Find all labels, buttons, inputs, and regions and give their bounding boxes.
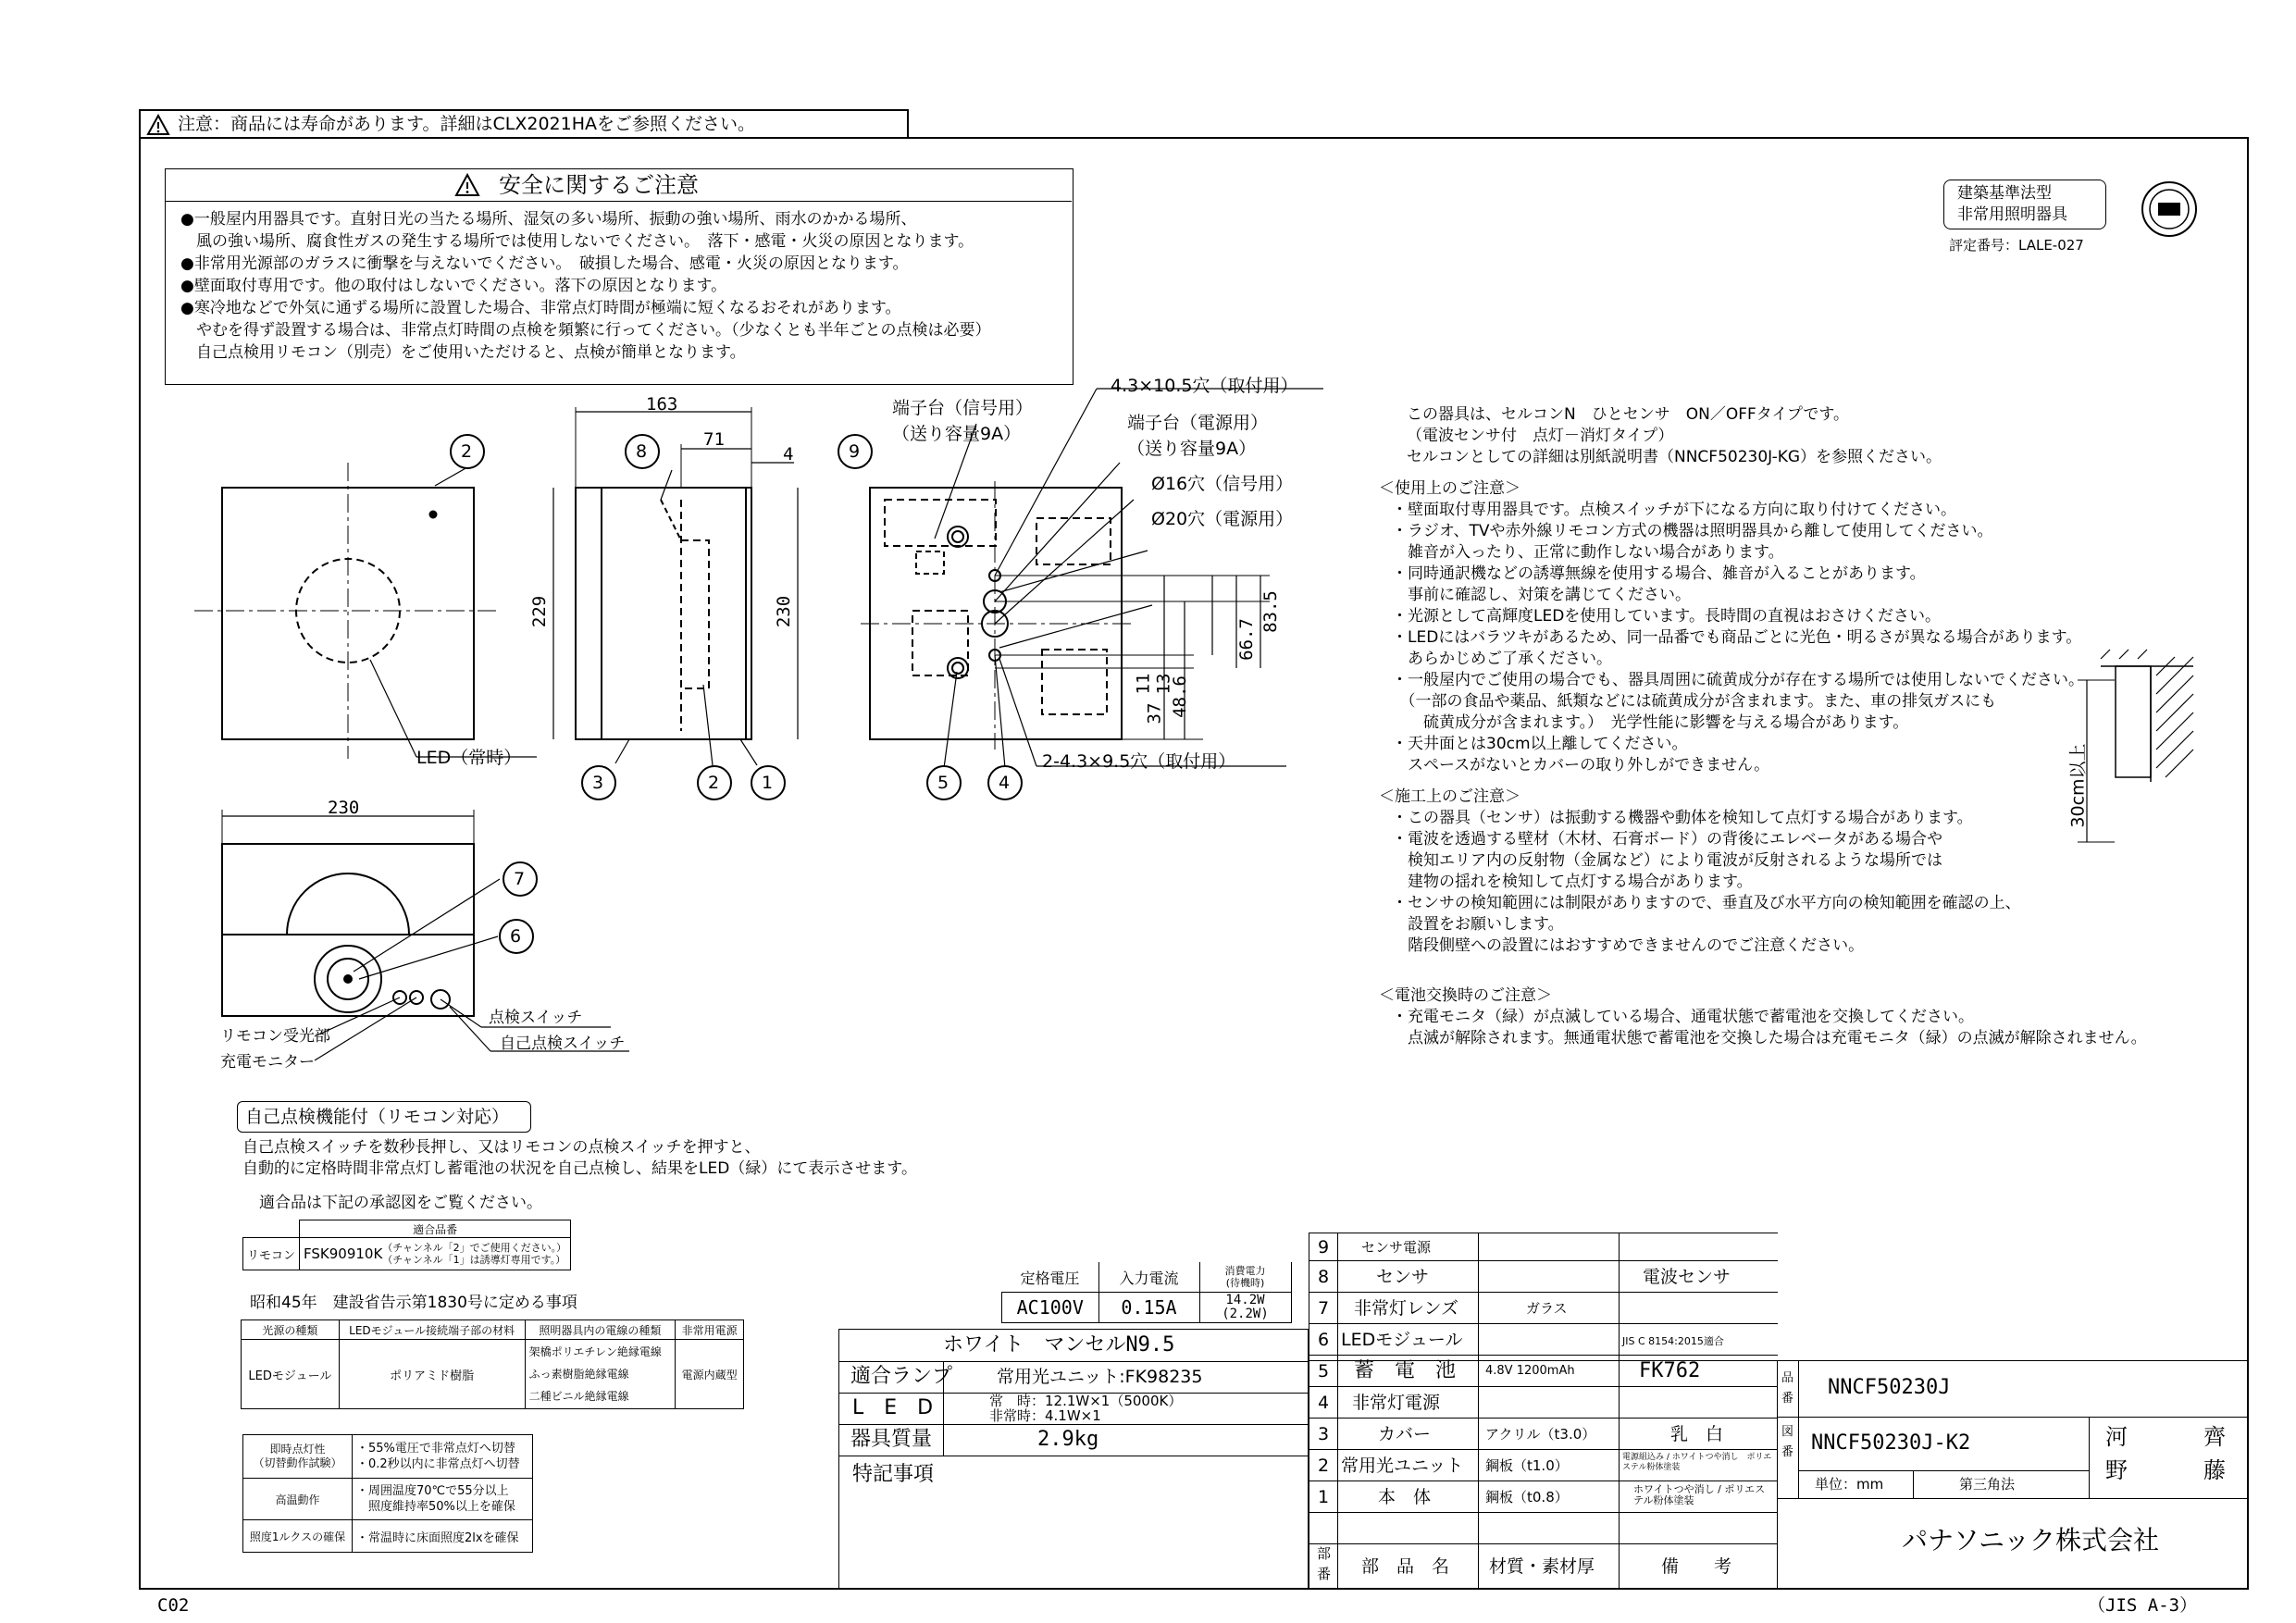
part-material: 鋼板（t0.8） — [1485, 1489, 1569, 1505]
part-no: 3 — [1318, 1424, 1330, 1444]
footer-code: C02 — [157, 1595, 190, 1616]
usage-line: スペースがないとカバーの取り外しができません。 — [1392, 756, 1770, 774]
reg-terminal: ポリアミド樹脂 — [339, 1340, 525, 1409]
part-name: センサ電源 — [1361, 1239, 1432, 1256]
dim-229: 229 — [529, 595, 551, 628]
remote-note: （チャンネル「2」でご使用ください。） — [382, 1242, 567, 1254]
safety-line: やむを得ず設置する場合は、非常点灯時間の点検を頻繁に行ってください。（少なくとも半年ごとの点検は必要） — [180, 321, 991, 340]
safety-title: 安全に関するご注意 — [499, 172, 699, 198]
spec-mass-value: 2.9kg — [1037, 1428, 1099, 1451]
remote-header: 適合品番 — [300, 1220, 571, 1238]
part-name: 常用光ユニット — [1341, 1456, 1464, 1476]
part-name: 非常灯電源 — [1352, 1393, 1441, 1413]
dim-4: 4 — [783, 444, 794, 465]
title-block — [1777, 1360, 2249, 1590]
callout-label: 6 — [510, 926, 522, 947]
battery-title: ＜電池交換時のご注意＞ — [1379, 986, 1552, 1005]
callout-label: 7 — [514, 869, 526, 889]
regulation-title: 昭和45年 建設省告示第1830号に定める事項 — [250, 1294, 577, 1312]
unit: 単位：mm — [1815, 1476, 1884, 1493]
part-no: 8 — [1318, 1267, 1330, 1287]
parts-header-note: 備 考 — [1661, 1556, 1732, 1577]
dim-11: 11 — [1133, 673, 1154, 695]
part-no: 4 — [1318, 1393, 1330, 1413]
label-hole-16: Ø16穴（信号用） — [1151, 474, 1294, 494]
label-check-switch: 点検スイッチ — [489, 1009, 583, 1027]
cert-line1: 建築基準法型 — [1957, 184, 2052, 203]
cert-line2: 非常用照明器具 — [1957, 205, 2067, 224]
spec-table — [838, 1329, 1309, 1590]
install-line: ・センサの検知範囲には制限がありますので、垂直及び水平方向の検知範囲を確認の上、 — [1392, 894, 2021, 912]
callout-label: 5 — [937, 773, 949, 793]
part-note: JIS C 8154:2015適合 — [1622, 1335, 1724, 1347]
part-material: ガラス — [1526, 1300, 1568, 1317]
part-name: 非常灯レンズ — [1354, 1298, 1458, 1319]
part-material: 4.8V 1200mAh — [1485, 1364, 1575, 1378]
self-check-line: 自己点検スイッチを数秒長押し、又はリモコンの点検スイッチを押すと、 — [242, 1138, 761, 1157]
reg-power: 電源内蔵型 — [676, 1340, 744, 1409]
spec-lamp-value: 常用光ユニット:FK98235 — [997, 1367, 1203, 1387]
reg-wire: 二種ビニル絶縁電線 — [528, 1390, 629, 1403]
safety-line: ●寒冷地などで外気に通ずる場所に設置した場合、非常点灯時間が極端に短くなるおそれがあります。 — [180, 299, 901, 317]
rating-h-voltage: 定格電圧 — [1002, 1262, 1099, 1293]
dim-83-5: 83.5 — [1260, 590, 1281, 633]
safety-line: 風の強い場所、腐食性ガスの発生する場所では使用しないでください。 落下・感電・火災の原因となります。 — [180, 232, 974, 251]
cert-number: 評定番号：LALE-027 — [1949, 237, 2084, 254]
spec-mass-label: 器具質量 — [850, 1428, 933, 1451]
hinban-label: 品番 — [1781, 1371, 1794, 1406]
part-note: FK762 — [1639, 1359, 1701, 1382]
perf-value: 照度維持率50%以上を確保 — [355, 1500, 515, 1514]
perf-value: ・周囲温度70℃で55分以上 — [355, 1484, 509, 1498]
safety-line: 自己点検用リモコン（別売）をご使用いただけると、点検が簡単となります。 — [180, 343, 746, 362]
part-material: アクリル（t3.0） — [1485, 1426, 1596, 1443]
intro-line: この器具は、セルコンN ひとセンサ ON／OFFタイプです。 — [1407, 405, 1850, 424]
spec-led-value: 非常時：4.1W×1 — [989, 1407, 1101, 1424]
remote-note: （チャンネル「1」は誘導灯専用です。） — [382, 1254, 566, 1266]
label-charge-monitor: 充電モニター — [220, 1053, 315, 1072]
label-hole-20: Ø20穴（電源用） — [1151, 509, 1294, 529]
spec-notes-label: 特記事項 — [852, 1463, 935, 1486]
perf-key: （切替動作試験） — [253, 1456, 342, 1469]
dim-13: 13 — [1153, 673, 1174, 695]
spec-lamp-label: 適合ランプ — [850, 1365, 953, 1388]
label-terminal-signal-cap: （送り容量9A） — [892, 424, 1022, 444]
reg-header: 光源の種類 — [242, 1320, 340, 1340]
label-install-30cm: 30cm以上 — [2067, 743, 2089, 828]
install-line: 設置をお願いします。 — [1392, 915, 1564, 934]
label-hole-bottom: 2-4.3×9.5穴（取付用） — [1042, 751, 1236, 772]
parts-header-name: 部 品 名 — [1361, 1556, 1450, 1577]
part-name: 蓄 電 池 — [1354, 1359, 1457, 1382]
part-no: 2 — [1318, 1456, 1330, 1476]
ratings-table — [1001, 1262, 1292, 1323]
usage-line: ・光源として高輝度LEDを使用しています。長時間の直視はおさけください。 — [1392, 607, 1941, 626]
sign-4: 藤 — [2203, 1457, 2226, 1483]
callout-label: 4 — [999, 773, 1011, 793]
self-check-title: 自己点検機能付（リモコン対応） — [245, 1107, 510, 1127]
perf-key: 照度1ルクスの確保 — [243, 1520, 353, 1553]
perf-value: ・55%電圧で非常点灯へ切替 — [355, 1442, 515, 1456]
reg-wire: ふっ素樹脂絶縁電線 — [528, 1368, 629, 1381]
rating-voltage: AC100V — [1002, 1293, 1099, 1323]
spec-led-label: L E D — [852, 1396, 934, 1419]
remote-label: リモコン — [243, 1238, 300, 1270]
rating-h-current: 入力電流 — [1098, 1262, 1199, 1293]
sign-1: 河 — [2105, 1424, 2128, 1450]
dim-66-7: 66.7 — [1235, 618, 1257, 661]
parts-header-material: 材質・素材厚 — [1489, 1556, 1595, 1577]
install-line: 建物の揺れを検知して点灯する場合があります。 — [1392, 873, 1753, 891]
label-terminal-power: 端子台（電源用） — [1127, 413, 1269, 433]
part-no: 6 — [1318, 1330, 1330, 1350]
parts-header-no: 部 — [1317, 1545, 1332, 1562]
projection: 第三角法 — [1959, 1476, 2016, 1493]
company: パナソニック株式会社 — [1902, 1525, 2160, 1555]
remote-model: FSK90910K — [300, 1238, 383, 1270]
dim-230-v: 230 — [774, 595, 795, 628]
rating-h-power: (待機時) — [1225, 1277, 1265, 1289]
self-check-title-box — [237, 1101, 531, 1133]
safety-line: ●一般屋内用器具です。直射日光の当たる場所、湿気の多い場所、振動の強い場所、雨水のかかる場所、 — [180, 210, 917, 229]
regulation-table — [241, 1319, 744, 1409]
usage-line: （一部の食品や薬品、紙類などには硫黄成分が含まれます。また、車の排気ガスにも — [1392, 692, 1997, 711]
header-notice-text: 注意：商品には寿命があります。詳細はCLX2021HAをご参照ください。 — [178, 114, 755, 134]
usage-line: 事前に確認し、対策を講じてください。 — [1392, 586, 1691, 604]
remote-table — [242, 1220, 571, 1270]
rating-power: (2.2W) — [1222, 1307, 1269, 1321]
zuban: NNCF50230J-K2 — [1811, 1431, 1971, 1455]
install-line: ・電波を透過する壁材（木材、石膏ボード）の背後にエレベータがある場合や — [1392, 830, 1942, 849]
reg-header: LEDモジュール接続端子部の材料 — [339, 1320, 525, 1340]
part-no: 9 — [1318, 1237, 1330, 1258]
safety-line: ●壁面取付専用です。他の取付はしないでください。落下の原因となります。 — [180, 277, 727, 295]
self-check-line: 自動的に定格時間非常点灯し蓄電池の状況を自己点検し、結果をLED（緑）にて表示させます。 — [242, 1159, 917, 1178]
dim-163: 163 — [646, 394, 678, 415]
part-name: LEDモジュール — [1341, 1330, 1463, 1350]
part-note: ホワイトつや消し / ポリエステル粉体塗装 — [1633, 1483, 1766, 1506]
applicable-note: 適合品は下記の承認図をご覧ください。 — [259, 1194, 542, 1212]
perf-key: 即時点灯性 — [269, 1443, 326, 1456]
part-no: 1 — [1318, 1487, 1330, 1507]
usage-line: ・一般屋内でご使用の場合でも、器具周囲に硫黄成分が存在する場所では使用しないでください。 — [1392, 671, 2084, 689]
performance-table — [242, 1434, 533, 1553]
part-note: 乳 白 — [1670, 1424, 1724, 1444]
sign-3: 野 — [2105, 1457, 2128, 1483]
label-remote-rx: リモコン受光部 — [220, 1027, 330, 1046]
part-no: 5 — [1318, 1361, 1330, 1381]
intro-line: セルコンとしての詳細は別紙説明書（NNCF50230J-KG）を参照ください。 — [1407, 448, 1942, 466]
rating-h-power: 消費電力 — [1224, 1265, 1266, 1277]
usage-line: ・ラジオ、TVや赤外線リモコン方式の機器は照明器具から離して使用してください。 — [1392, 522, 1993, 540]
battery-line: 点滅が解除されます。無通電状態で蓄電池を交換した場合は充電モニタ（緑）の点滅が解除されません。 — [1392, 1029, 2147, 1047]
callout-label: 9 — [849, 441, 861, 462]
label-self-check-switch: 自己点検スイッチ — [500, 1035, 626, 1053]
part-name: カバー — [1378, 1424, 1432, 1444]
perf-value: ・常温時に床面照度2lxを確保 — [352, 1520, 532, 1553]
label-terminal-signal: 端子台（信号用） — [892, 398, 1034, 418]
spec-led-value: 常 時：12.1W×1（5000K） — [989, 1393, 1183, 1409]
reg-source: LEDモジュール — [242, 1340, 340, 1409]
bottom-view-body — [222, 844, 474, 1016]
label-led: LED（常時） — [416, 748, 522, 768]
callout-label: 2 — [708, 773, 720, 793]
parts-header-no: 番 — [1317, 1566, 1332, 1582]
title-block-divider — [1309, 1360, 1777, 1361]
usage-line: 硫黄成分が含まれます。） 光学性能に影響を与える場合があります。 — [1392, 713, 1909, 732]
parts-table — [1309, 1233, 1778, 1590]
install-line: ・この器具（センサ）は振動する機器や動体を検知して点灯する場合があります。 — [1392, 809, 1973, 827]
dim-37: 37 — [1144, 702, 1165, 725]
zuban-label: 図番 — [1781, 1425, 1794, 1459]
label-hole-top: 4.3×10.5穴（取付用） — [1111, 376, 1298, 396]
reg-header: 照明器具内の電線の種類 — [525, 1320, 676, 1340]
safety-line: ●非常用光源部のガラスに衝撃を与えないでください。 破損した場合、感電・火災の原因となります。 — [180, 254, 909, 273]
dim-48-6: 48.6 — [1169, 675, 1190, 718]
callout-label: 8 — [636, 441, 648, 462]
perf-value: ・0.2秒以内に非常点灯へ切替 — [355, 1457, 520, 1471]
usage-line: ・天井面とは30cm以上離してください。 — [1392, 735, 1688, 753]
callout-label: 3 — [592, 773, 604, 793]
part-note: 電源組込み / ホワイトつや消し ポリエステル粉体塗装 — [1622, 1453, 1772, 1472]
footer-standard: （JIS A-3） — [2088, 1595, 2198, 1616]
spec-color: ホワイト マンセルN9.5 — [943, 1333, 1175, 1357]
part-name: センサ — [1376, 1267, 1430, 1287]
intro-line: （電波センサ付 点灯－消灯タイプ） — [1407, 427, 1674, 445]
rating-current: 0.15A — [1098, 1293, 1199, 1323]
callout-label: 1 — [762, 773, 774, 793]
part-note: 電波センサ — [1643, 1267, 1731, 1287]
rating-power: 14.2W — [1225, 1293, 1265, 1307]
part-no: 7 — [1318, 1298, 1330, 1319]
part-material: 鋼板（t1.0） — [1485, 1457, 1569, 1474]
usage-line: ・同時通訳機などの誘導無線を使用する場合、雑音が入ることがあります。 — [1392, 564, 1926, 583]
install-line: 階段側壁への設置にはおすすめできませんのでご注意ください。 — [1392, 936, 1865, 955]
install-title: ＜施工上のご注意＞ — [1379, 787, 1520, 806]
usage-line: ・LEDにはバラツキがあるため、同一品番でも商品ごとに光色・明るさが異なる場合があります。 — [1392, 628, 2082, 647]
battery-line: ・充電モニタ（緑）が点滅している場合、通電状態で蓄電池を交換してください。 — [1392, 1008, 1974, 1026]
usage-line: 雑音が入ったり、正常に動作しない場合があります。 — [1392, 543, 1784, 562]
callout-label: 2 — [461, 441, 473, 462]
usage-line: あらかじめご了承ください。 — [1392, 650, 1612, 668]
usage-line: ・壁面取付専用器具です。点検スイッチが下になる方向に取り付けてください。 — [1392, 501, 1956, 519]
dim-71: 71 — [703, 429, 725, 450]
reg-wire: 架橋ポリエチレン絶縁電線 — [528, 1345, 662, 1358]
install-line: 検知エリア内の反射物（金属など）により電波が反射されるような場所では — [1392, 851, 1942, 870]
label-terminal-power-cap: （送り容量9A） — [1127, 439, 1257, 459]
part-name: 本 体 — [1378, 1487, 1432, 1507]
usage-title: ＜使用上のご注意＞ — [1379, 479, 1520, 498]
dim-230-h: 230 — [328, 798, 360, 818]
reg-header: 非常用電源 — [676, 1320, 744, 1340]
hinban: NNCF50230J — [1828, 1376, 1951, 1399]
perf-key: 高温動作 — [243, 1479, 353, 1520]
sign-2: 齊 — [2203, 1424, 2226, 1450]
